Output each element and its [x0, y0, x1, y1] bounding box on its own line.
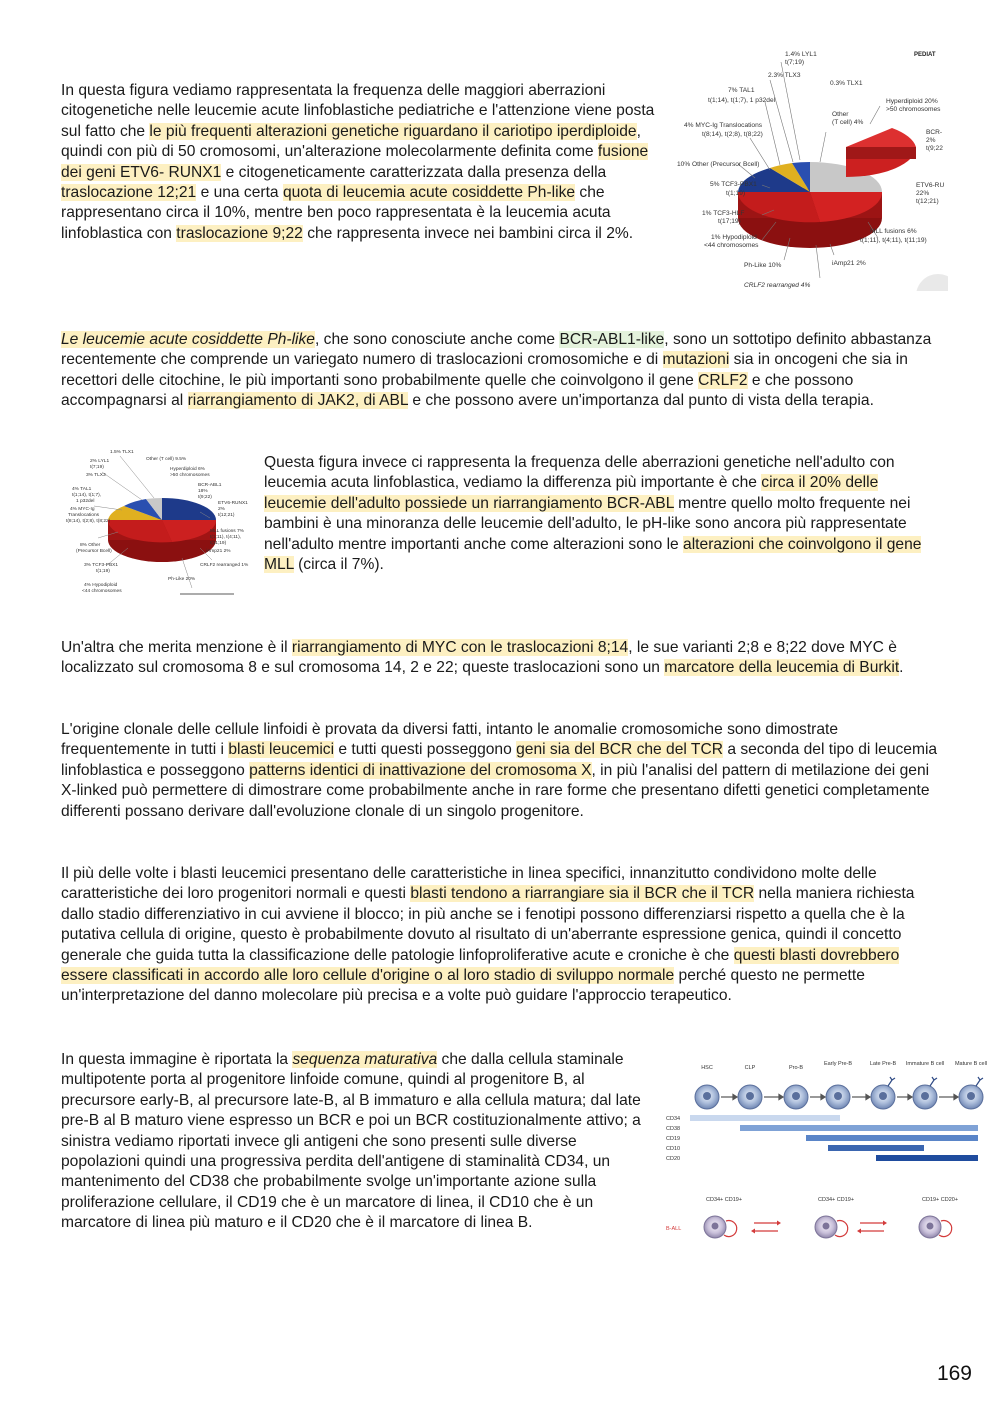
highlighted-text: BCR-ABL1-like: [559, 331, 665, 348]
highlighted-text: le più frequenti alterazioni genetiche riguardano il cariotipo iperdiploide: [149, 122, 637, 140]
fig2-label: t(7;19): [90, 465, 104, 470]
paragraph-blast-characteristics: [61, 864, 946, 1007]
fig2-label: Other (T cell) 9.5%: [146, 457, 187, 462]
text-run: e una certa: [196, 184, 283, 202]
highlighted-text: questi blasti dovrebbero essere classificati in accordo alle loro cellule d'origine o al loro stadio di sviluppo normale: [61, 946, 900, 985]
fig2-label: t(9;22): [198, 495, 212, 500]
text-run: , sono un sottotipo definito abbastanza recentemente che comprende un variegato numero di traslocazioni cromosomiche e di: [61, 331, 932, 369]
text-run: Il più delle volte i blasti leucemici presentano delle caratteristiche in linea specifici, innanzitutto condividono molte delle caratteristiche dei loro progenitori normali e questi: [61, 865, 877, 903]
fig1-label: Ph-Like 10%: [744, 262, 782, 269]
highlighted-text: geni sia del BCR che del TCR: [516, 741, 723, 759]
fig1-label: iAmp21 2%: [832, 260, 866, 267]
b-all-cells: [704, 1216, 941, 1238]
fig2-label: Hyperdiploid 6%: [170, 467, 205, 472]
highlighted-text: blasti leucemici: [228, 741, 335, 759]
text-run: , le sue varianti 2;8 e 8;22 dove MYC è localizzato sul cromosoma 8 e sul cromosoma 14, 2 e 22; queste traslocazioni sono un: [61, 639, 897, 677]
paragraph-ph-like: [61, 330, 941, 412]
paragraph-pediatric-aberrations: [61, 81, 664, 244]
fig1-label: t(9;22: [926, 145, 943, 152]
text-run: (circa il 7%).: [293, 556, 384, 574]
text-run: perché questo ne permette un'interpretazione del danno molecolare più precisa e a volte può guidare l'approccio terapeutico.: [61, 967, 865, 1005]
text-run: , in più l'analisi del pattern di metilazione dei geni X-linked può permettere di dimostrare come probabilmente anche in rare forme che presentano difetti genetici completamente differenti possano derivare dall'evoluzione clonale di un singolo progenitore.: [61, 761, 930, 820]
fig1-label: (T cell) 4%: [832, 119, 864, 126]
paragraph-clonal-origin: [61, 720, 946, 822]
pediatric-aberrations-pie-figure: [670, 50, 948, 291]
stage-label-clp: CLP: [744, 1065, 756, 1071]
highlighted-text: blasti tendono a riarrangiare sia il BCR che il TCR: [410, 885, 755, 903]
b-all-label: B-ALL: [666, 1226, 682, 1232]
bar-cd38: [740, 1125, 978, 1131]
fig2-label: BCR-ABL1: [198, 483, 222, 488]
text-run: L'origine clonale delle cellule linfoidi è provata da diversi fatti, intanto le anomalie cromosomiche sono dimostrate frequentemente in tutti i: [61, 721, 839, 759]
highlighted-text: marcatore della leucemia di Burkit: [664, 659, 900, 677]
marker-label-cd20: CD20: [666, 1156, 681, 1162]
fig1-label: t(12;21): [916, 198, 939, 205]
fig2-label: 2% LYL1: [90, 459, 110, 464]
cells-row: [695, 1077, 983, 1109]
fig2-label: ETV6-RUNX1: [218, 501, 248, 506]
fig2-label: iAmp21 2%: [206, 549, 231, 554]
ball-phenotype-3: CD19+ CD20+: [922, 1197, 959, 1203]
page-number: 169: [936, 1362, 972, 1385]
fig1-label: t(1;14), t(1;7), 1 p32del: [708, 97, 776, 104]
paragraph-myc: [61, 638, 941, 679]
fig1-label: 1% Hypodiploid: [711, 234, 757, 241]
adult-pie-svg: [62, 448, 252, 598]
fig2-label: Translocations: [68, 513, 100, 518]
fig1-label: t(7;19): [785, 59, 805, 66]
fig1-label: 1% TCF3-HLF: [702, 210, 745, 217]
fig2-label: Ph-Like 20%: [168, 577, 196, 582]
fig1-label: Other: [832, 111, 849, 118]
fig1-title-fragment: PEDIAT: [914, 52, 936, 58]
fig2-label: t(11;19): [210, 541, 227, 546]
fig1-label: <44 chromosomes: [704, 242, 759, 249]
fig1-label: 10% Other (Precursor Bcell): [677, 161, 760, 168]
fig1-label: t(17;19): [718, 218, 741, 225]
text-run: In questa immagine è riportata la: [61, 1051, 293, 1068]
fig2-label: 2%: [218, 507, 225, 512]
text-run: nella maniera richiesta dallo stadio differenziativo in cui avviene il blocco; in più anche se i fenotipi possono differenziarsi rispetto a quella che è la putativa cellula di origine, questo è probabilmente dovuto al risultato di un'aberrante espressione genica, quindi il concetto generale che guida tutta la classificazione delle patologie linfoproliferative acute e croniche è che: [61, 885, 915, 964]
fig2-label: 4% MYC-Ig: [70, 507, 95, 512]
stage-label-early-pre-b: Early Pre-B: [823, 1061, 853, 1067]
fig1-label: 2%: [926, 137, 936, 144]
fig2-label: 8% Other: [80, 543, 101, 548]
text-run: .: [899, 659, 904, 677]
stage-label-mature-b: Mature B cell: [954, 1061, 988, 1067]
fig1-label: 1.4% LYL1: [785, 51, 817, 58]
fig2-label: 3% TLX3: [86, 473, 106, 478]
highlighted-text: patterns identici di inattivazione del cromosoma X: [249, 761, 592, 779]
fig2-label: >50 chromosomes: [170, 473, 210, 478]
pediatric-pie-svg: [670, 50, 948, 291]
fig2-label: MLL fusions 7%: [210, 529, 244, 534]
fig2-label: t(1;11), t(4;11),: [210, 535, 242, 540]
ball-phenotype-1: CD34+ CD19+: [706, 1197, 743, 1203]
stage-label-late-pre-b: Late Pre-B: [869, 1061, 897, 1067]
highlighted-text: traslocazione 12;21: [61, 184, 197, 202]
bar-cd10: [828, 1145, 924, 1151]
fig1-label: BCR-: [926, 129, 943, 136]
bar-cd34: [690, 1115, 840, 1121]
text-run: e che possono avere un'importanza dal punto di vista della terapia.: [408, 392, 874, 410]
fig1-label: MLL fusions 6%: [870, 228, 917, 235]
text-run: Questa figura invece ci rappresenta la frequenza delle aberrazioni genetiche nell'adulto con leucemia acuta linfoblastica, vediamo la differenza più importante è che: [264, 454, 895, 492]
b-cell-maturation-figure: [660, 1055, 990, 1245]
fig2-label: t(1;19): [96, 569, 110, 574]
stage-label-pro-b: Pro-B: [788, 1065, 804, 1071]
highlighted-text: CRLF2: [698, 371, 748, 389]
fig1-label: 0.3% TLX1: [830, 80, 863, 87]
fig1-label: 22%: [916, 190, 930, 197]
fig1-label: 2.3% TLX3: [768, 72, 801, 79]
marker-label-cd10: CD10: [666, 1146, 681, 1152]
text-run: e tutti questi posseggono: [334, 741, 517, 759]
fig1-label: ETV6-RU: [916, 182, 945, 189]
text-run: e citogeneticamente caratterizzata dalla presenza della: [221, 163, 607, 181]
stage-label-hsc: HSC: [701, 1065, 713, 1071]
ball-phenotype-2: CD34+ CD19+: [818, 1197, 855, 1203]
highlighted-text: alterazioni che coinvolgono il gene MLL: [264, 535, 922, 574]
paragraph-maturation-sequence: [61, 1050, 643, 1234]
marker-label-cd38: CD38: [666, 1126, 681, 1132]
fig2-label: <44 chromosomes: [82, 589, 122, 594]
highlighted-text: riarrangiamento di MYC con le traslocazioni 8;14: [291, 639, 629, 656]
text-run: a seconda del tipo di leucemia linfoblastica e posseggono: [61, 741, 938, 779]
adult-aberrations-pie-figure: [62, 448, 252, 598]
fig2-label: t(1;14), t(1;7),: [72, 493, 102, 498]
highlighted-text: quota di leucemia acute cosiddette Ph-like: [282, 184, 576, 202]
bar-cd19: [806, 1135, 978, 1141]
fig2-label: 1.5% TLX1: [110, 450, 134, 455]
text-run: e che possono accompagnarsi al: [61, 371, 854, 410]
maturation-svg: [660, 1055, 990, 1245]
text-run: , che sono conosciute anche come: [314, 331, 560, 348]
fig2-label: (Precursor Bcell): [76, 549, 112, 554]
paragraph-adult-aberrations: [264, 453, 944, 575]
fig2-label: 4% Hypodiploid: [84, 583, 118, 588]
fig1-label: t(8;14), t(2;8), t(8;22): [702, 131, 763, 138]
highlighted-text: traslocazione 9;22: [176, 224, 303, 242]
fig1-label: Hyperdiploid 20%: [886, 98, 938, 105]
fig2-label: 1 p32del: [76, 499, 95, 504]
fig1-label: CRLF2 rearranged 4%: [744, 282, 811, 289]
fig2-label: 3% TCF3-PBX1: [84, 563, 119, 568]
fig2-label: 4% TAL1: [72, 487, 92, 492]
fig1-label: t(1;19): [726, 190, 746, 197]
highlighted-text: fusione dei geni ETV6- RUNX1: [61, 143, 649, 181]
bar-cd20: [876, 1155, 978, 1161]
fig2-label: CRLF2 rearranged 1%: [200, 563, 249, 568]
text-run: sia in oncogeni che sia in recettori delle citochine, le più importanti sono probabilmente quelle che coinvolgono il gene: [61, 351, 908, 389]
marker-label-cd19: CD19: [666, 1136, 681, 1142]
text-run: che rappresentano circa il 10%, mentre ben poco rappresentata è la leucemia acuta linfoblastica con: [61, 184, 611, 242]
fig1-label: t(1;11), t(4;11), t(11;19): [860, 237, 927, 244]
highlighted-text: mutazioni: [662, 351, 730, 369]
fig1-label: >50 chromosomes: [886, 106, 941, 113]
text-run: In questa figura vediamo rappresentata la frequenza delle maggiori aberrazioni citogenetiche nelle leucemie acute linfoblastiche pediatriche e l'attenzione viene posta sul fatto che: [61, 82, 655, 140]
text-run: Un'altra che merita menzione è il: [61, 639, 292, 656]
highlighted-text: riarrangiamento di JAK2, di ABL: [187, 392, 409, 410]
fig2-label: t(8;14), t(2;8), t(8;22): [66, 519, 111, 524]
text-run: mentre quello molto frequente nei bambini è una minoranza delle leucemie dell'adulto, le pH-like sono ancora più rappresentate nell'adulto mentre importanti anche come alterazioni sono le: [264, 494, 911, 553]
fig2-label: 18%: [198, 489, 208, 494]
marker-label-cd34: CD34: [666, 1116, 681, 1122]
fig1-label: 4% MYC-Ig Translocations: [684, 122, 763, 129]
highlighted-text: Le leucemie acute cosiddette Ph-like: [61, 331, 315, 348]
text-run: , quindi con più di 50 cromosomi, un'alterazione molecolarmente definita come: [61, 122, 641, 161]
highlighted-text: sequenza maturativa: [292, 1051, 438, 1068]
stage-label-immature-b: Immature B cell: [905, 1061, 945, 1067]
text-run: che rappresenta invece nei bambini circa il 2%.: [302, 224, 634, 242]
fig1-label: 7% TAL1: [728, 87, 755, 94]
text-run: che dalla cellula staminale multipotente porta al progenitore linfoide comune, quindi al progenitore B, al precursore early-B, al precursore late-B, al B immaturo e alla cellula matura; dal late pre-B al B maturo viene espresso un BCR e poi un BCR costituzionalmente attivo; a sinistra vediamo riportati invece gli antigeni che sono presenti sulle diverse popolazioni quindi una progressiva perdita dell'antigene di staminalità CD34, un mantenimento del CD38 che probabilmente svolge un'importante azione sulla proliferazione cellulare, il CD19 che è un marcatore di linea, il CD10 che è un marcatore di linea più maturo e il CD20 che è il marcatore di linea B.: [61, 1051, 641, 1232]
fig2-label: t(12;21): [218, 513, 235, 518]
highlighted-text: circa il 20% delle leucemie dell'adulto possiede un riarrangiamento BCR-ABL: [264, 474, 879, 512]
fig1-label: 5% TCF3-PBX1: [710, 181, 757, 188]
